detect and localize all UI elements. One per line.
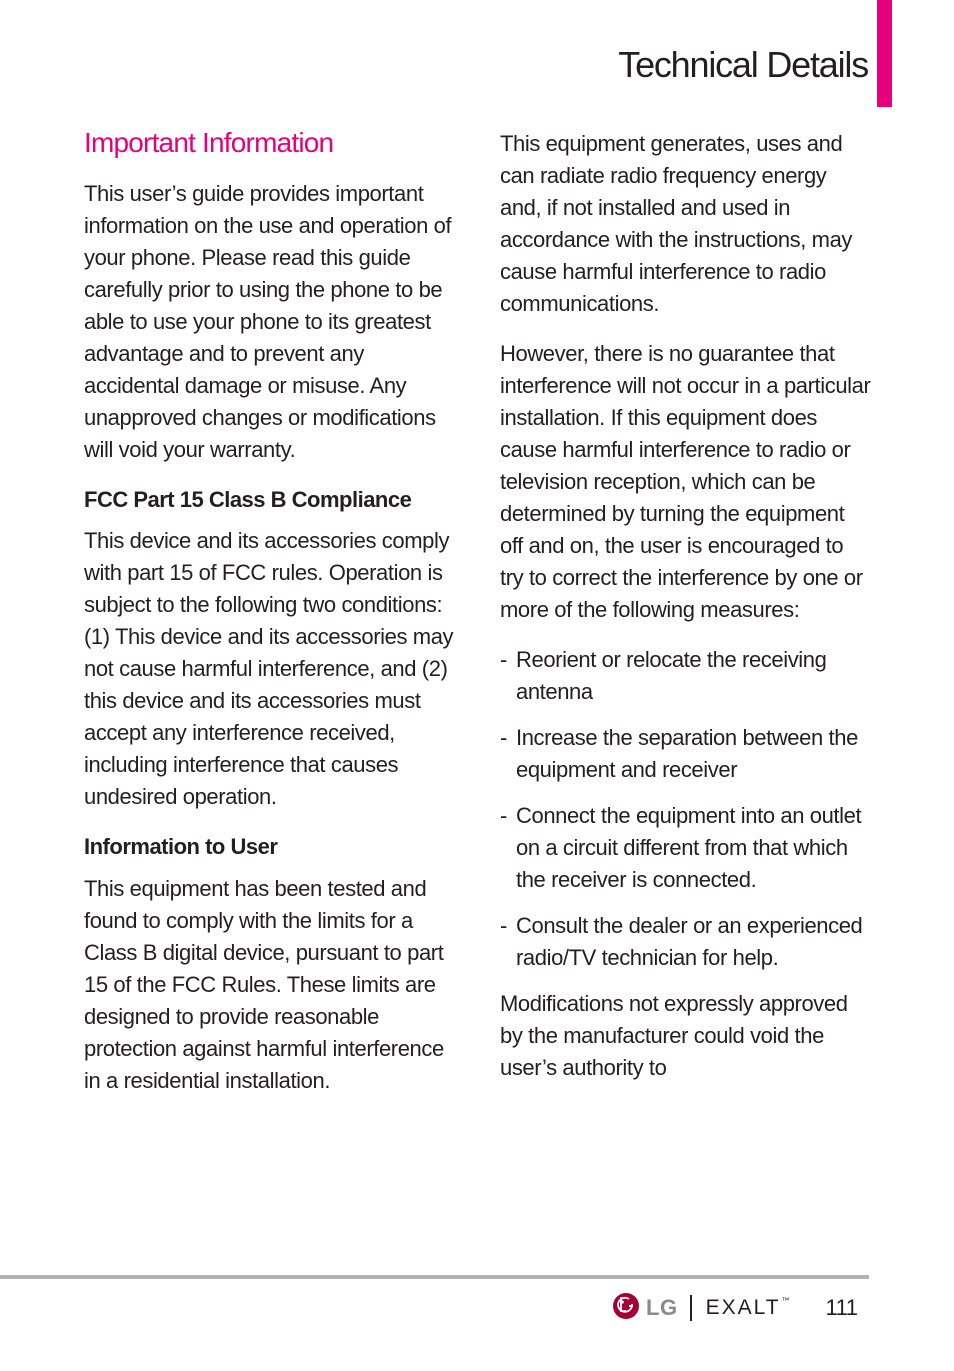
footer xyxy=(612,1291,857,1325)
intro-paragraph: This user’s guide provides important information on the use and operation of your phone. Please read this guide carefully prior to using the phone to be able to use your phone to its greatest advantage and to prevent any accidental damage or misuse. Any unapproved changes or modifications will void your warranty. xyxy=(84,180,452,462)
left-column xyxy=(84,126,454,1115)
radiation-paragraph: This equipment generates, uses and can radiate radio frequency energy and, if not installed and used in accordance with the instructions, may cause harmful interference to radio communications. xyxy=(500,131,853,316)
right-column xyxy=(500,128,872,1102)
measures-list xyxy=(500,644,872,974)
trademark-symbol: ™ xyxy=(781,1296,792,1305)
brand-name: LG xyxy=(646,1295,678,1320)
list-item: - Increase the separation between the equipment and receiver xyxy=(500,722,872,786)
info-to-user-paragraph: This equipment has been tested and found to comply with the limits for a Class B digital device, pursuant to part 15 of the FCC Rules. These limits are designed to provide reasonable protection against harmful interference in a residential installation. xyxy=(84,876,444,1094)
fcc-heading: FCC Part 15 Class B Compliance xyxy=(84,486,412,512)
list-item: - Reorient or relocate the receiving antenna xyxy=(500,644,872,708)
lg-logo xyxy=(612,1292,678,1325)
list-item: - Connect the equipment into an outlet on a circuit different from that which the receiver is connected. xyxy=(500,800,872,896)
fcc-paragraph: This device and its accessories comply with part 15 of FCC rules. Operation is subject to the following two conditions: (1) This device and its accessories may not cause harmful interference, and (2) this device and its accessories must accept any interference received, including interference that causes undesired operation. xyxy=(84,528,454,810)
modifications-paragraph: Modifications not expressly approved by the manufacturer could void the user’s authority to xyxy=(500,991,848,1080)
product-name: EXALT™ xyxy=(705,1296,792,1319)
page-number: 111 xyxy=(825,1295,858,1320)
lg-face-logo-icon xyxy=(612,1292,640,1325)
list-item: - Consult the dealer or an experienced radio/TV technician for help. xyxy=(500,910,872,974)
guarantee-paragraph: However, there is no guarantee that interference will not occur in a particular installation. If this equipment does cause harmful interference to radio or television reception, which can be determined by turning the equipment off and on, the user is encouraged to try to correct the interference by one or more of the following measures: xyxy=(500,341,871,622)
footer-divider xyxy=(0,1275,869,1279)
header-accent-tab xyxy=(877,0,892,107)
section-title-important-information: Important Information xyxy=(84,127,334,158)
page-title: Technical Details xyxy=(618,44,868,85)
footer-separator xyxy=(690,1295,692,1321)
info-to-user-heading: Information to User xyxy=(84,834,278,860)
